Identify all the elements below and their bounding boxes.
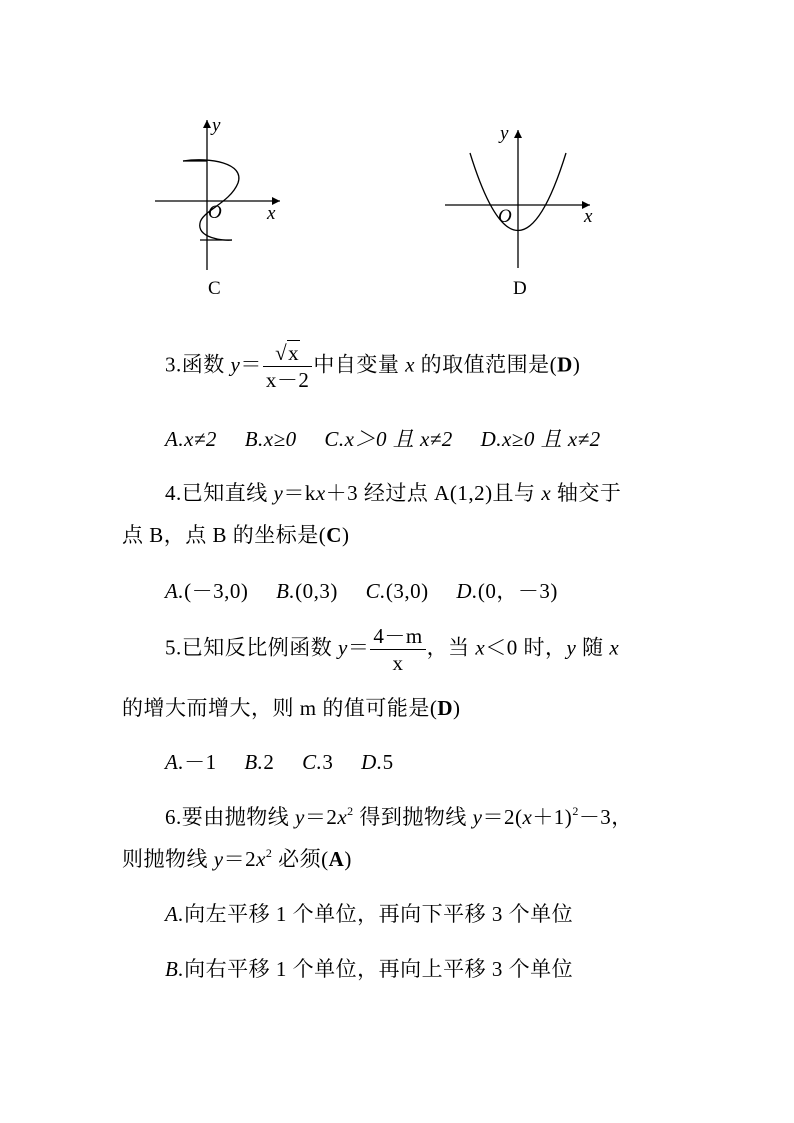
q6-option-b: B.向右平移 1 个单位，再向上平移 3 个单位 [165, 957, 574, 981]
sqrt-symbol: √x [275, 341, 300, 365]
q3-stem: 3.函数 y＝ $\frac{√x}{x-2}$ 中自变量 x 的取值范围是(D) [165, 341, 581, 392]
q3-option-c: C.x＞0 且 x≠2 [324, 427, 453, 451]
q5-option-b: B.2 [244, 750, 275, 774]
q4-option-c: C.(3,0) [365, 579, 429, 603]
q5-fraction: $\frac{4-m}{x}$ [370, 623, 425, 676]
q3-option-b: B.x≥0 [244, 427, 297, 451]
q4-option-a: A.(－3,0) [165, 579, 249, 603]
q6-stem-line2: 则抛物线 $y=2x^2$ 必须(A) [122, 846, 352, 871]
q5-option-d: D.5 [361, 750, 394, 774]
q5-options [0, 746, 794, 776]
q4-option-b: B.(0,3) [276, 579, 338, 603]
q4-options [0, 575, 794, 605]
q4-answer: C [326, 523, 342, 547]
q3-option-d: D.x≥0 且 x≠2 [480, 427, 601, 451]
figure-d [440, 118, 610, 299]
figure-d-origin-label: O [498, 206, 512, 227]
q3-fraction: $\frac{√x}{x-2}$ [263, 340, 313, 393]
q4-stem-line2: 点 B，点 B 的坐标是(C) [122, 523, 350, 547]
q5-stem-line1: 5.已知反比例函数 y＝ $\frac{4-m}{x}$ ，当 x＜0 时，y 随 x [165, 624, 620, 675]
figure-d-graph [440, 118, 610, 278]
q4-stem-line1: 4.已知直线 y＝kx＋3 经过点 A(1,2)且与 x 轴交于 [165, 481, 622, 505]
figure-d-caption: D [513, 278, 527, 299]
figure-c-origin-label: O [208, 202, 222, 223]
q3-options [0, 423, 794, 453]
figure-d-y-label: y [500, 123, 509, 144]
q3-answer: D [557, 352, 573, 377]
q6-answer: A [328, 847, 345, 871]
q4-option-d: D.(0，－3) [456, 579, 558, 603]
q6-option-a: A.向左平移 1 个单位，再向下平移 3 个单位 [165, 902, 574, 926]
figure-c-x-label: x [267, 203, 276, 224]
q5-stem-line2: 的增大而增大，则 m 的值可能是(D) [122, 696, 461, 720]
figure-c [150, 115, 290, 299]
figure-c-y-label: y [212, 115, 221, 136]
q5-answer: D [437, 696, 453, 720]
figure-c-caption: C [208, 278, 221, 299]
figure-d-x-label: x [584, 206, 593, 227]
q3-option-a: A.x≠2 [165, 427, 217, 451]
q5-option-c: C.3 [302, 750, 334, 774]
figure-c-graph [150, 115, 290, 275]
q6-stem-line1: 6.要由抛物线 $y=2x^2$ 得到抛物线 $y=2(x+1)^2-3$， [165, 804, 633, 829]
q5-option-a: A.－1 [165, 750, 217, 774]
